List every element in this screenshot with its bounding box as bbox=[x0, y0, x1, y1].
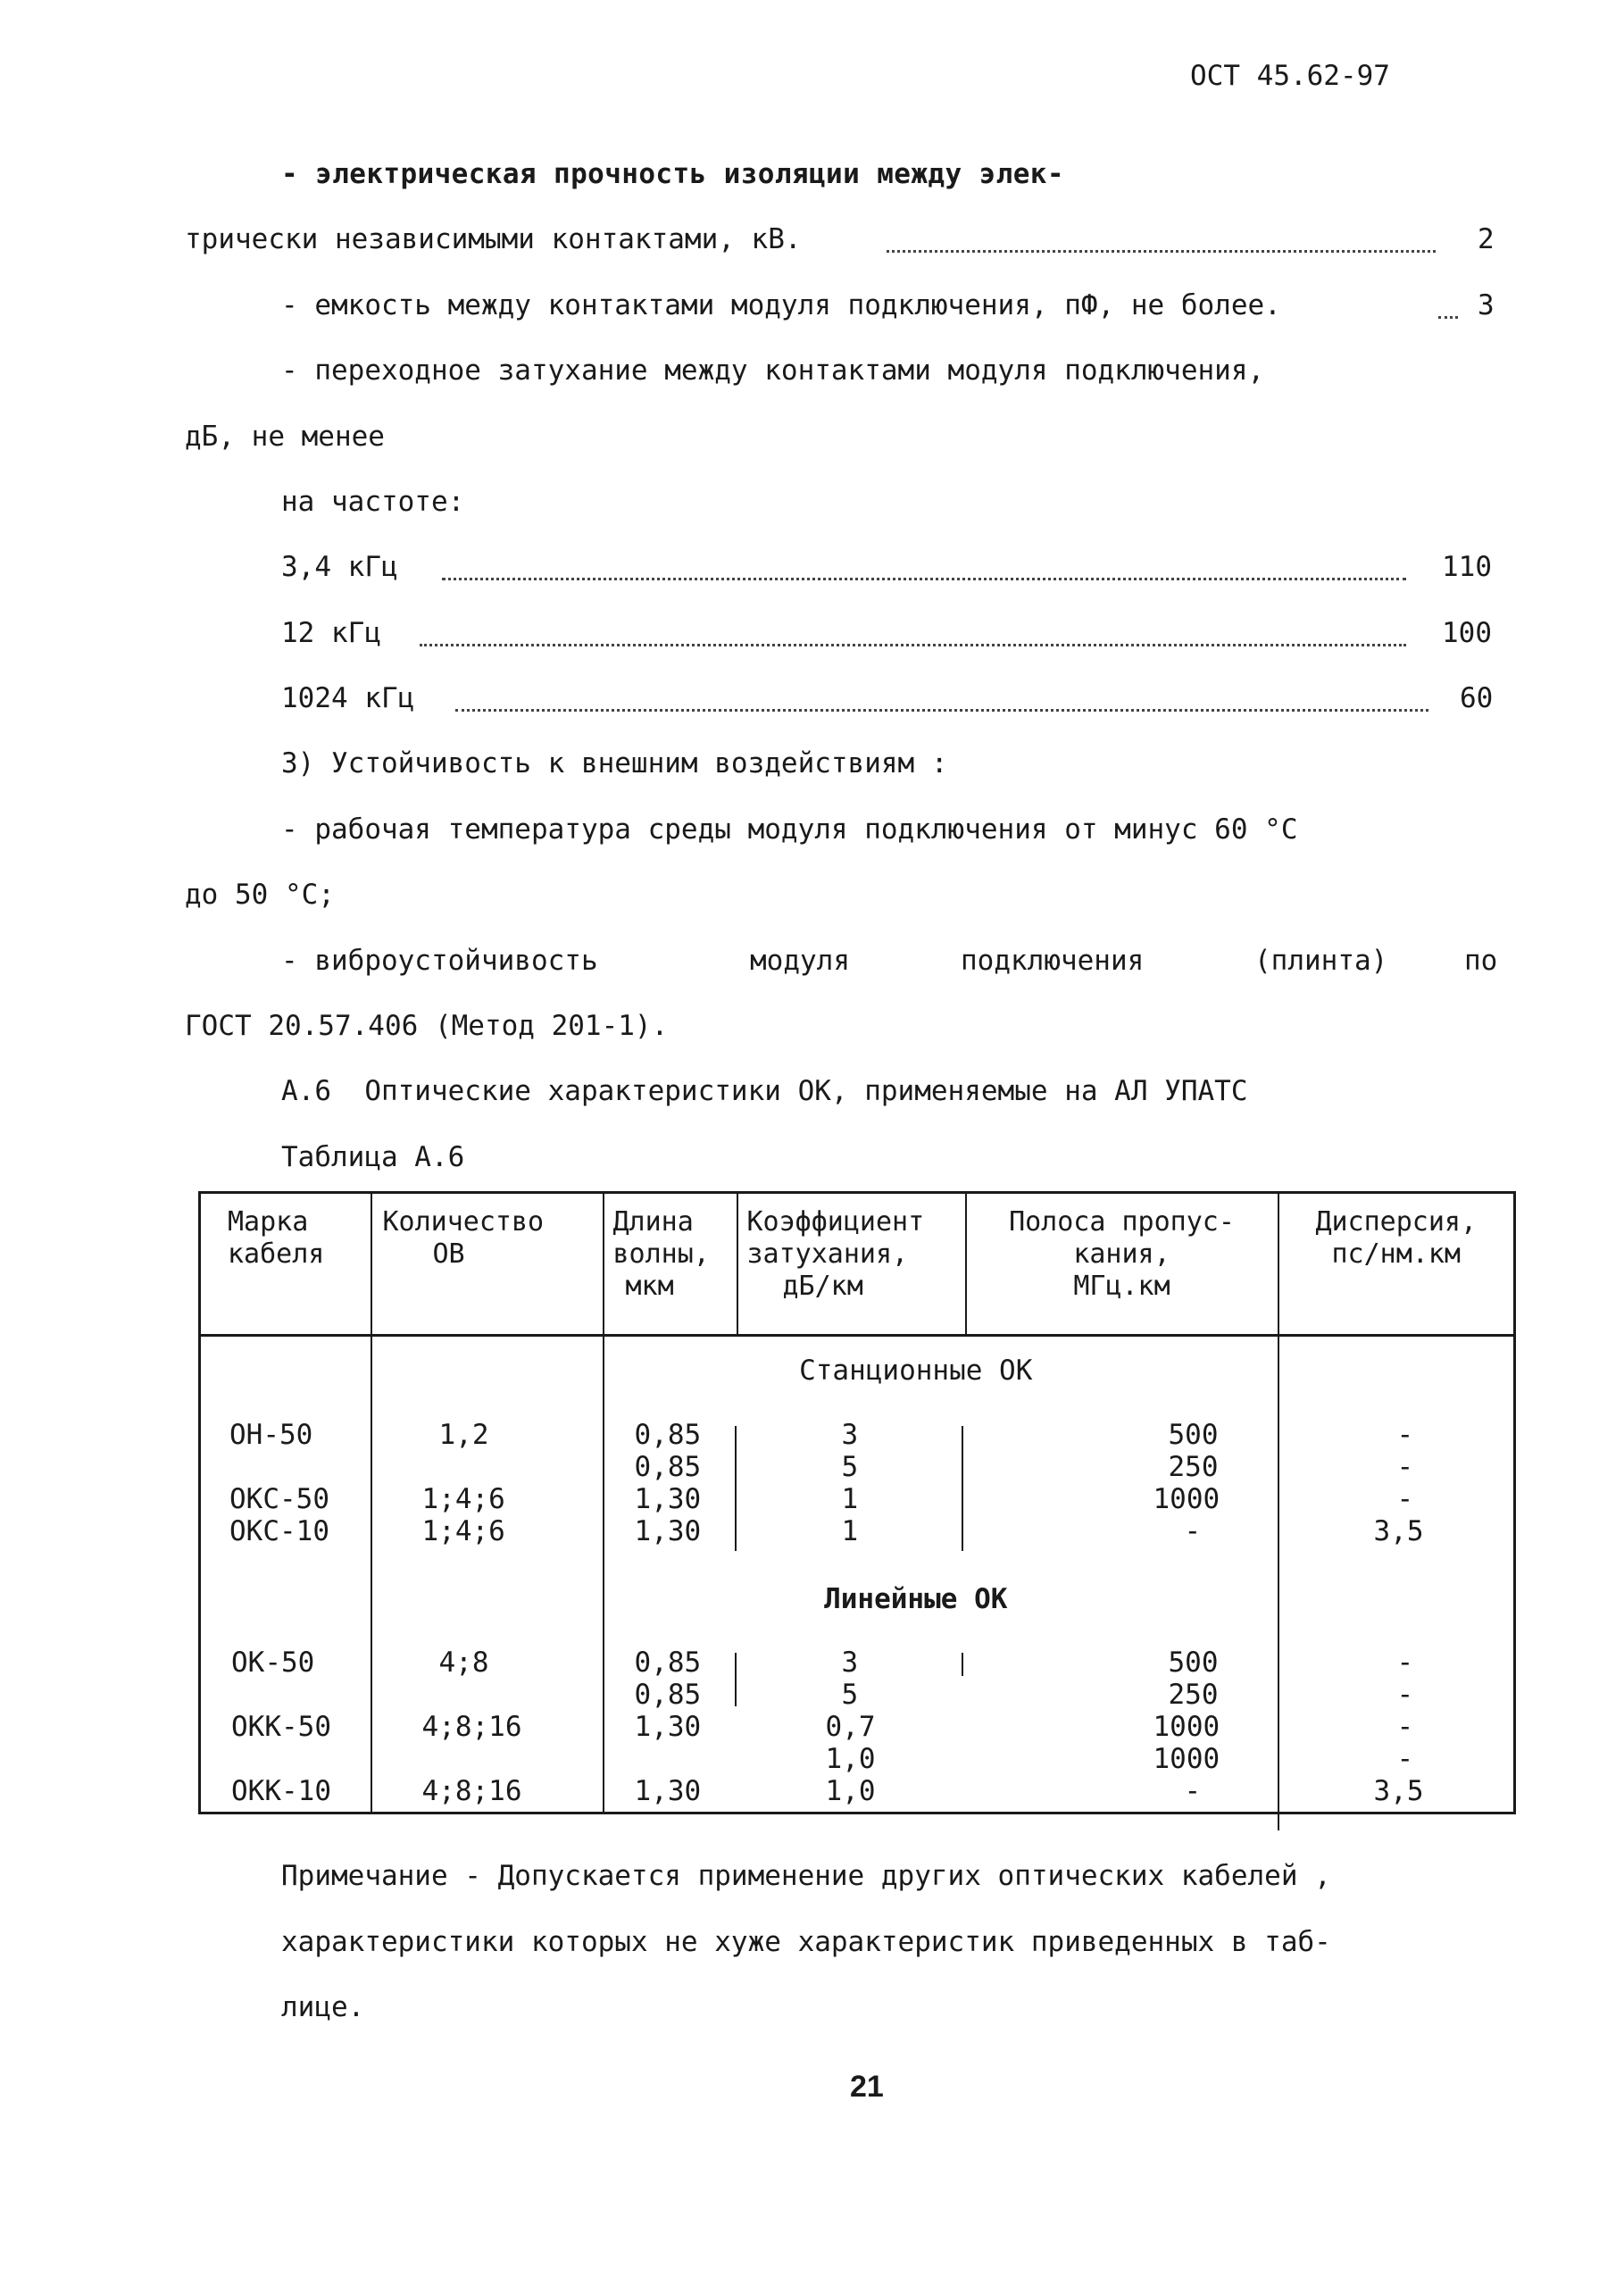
table-cell: 0,7 bbox=[825, 1711, 876, 1743]
table-cell: 3 bbox=[841, 1647, 859, 1679]
dot-leader bbox=[887, 250, 1436, 253]
paragraph-line: - переходное затухание между контактами модуля подключения, bbox=[281, 354, 1265, 387]
table-cell: 250 bbox=[1168, 1451, 1219, 1483]
table-cell: 1 bbox=[841, 1515, 859, 1547]
table-cell: 1,0 bbox=[825, 1775, 876, 1807]
column-divider bbox=[735, 1653, 737, 1706]
column-header: Длина волны, мкм bbox=[604, 1193, 737, 1336]
table-cell: ОК-50 bbox=[231, 1647, 315, 1679]
dot-leader bbox=[455, 709, 1428, 712]
table-cell: - bbox=[1396, 1483, 1414, 1515]
table-cell: 0,85 bbox=[634, 1419, 702, 1451]
table-cell: 4;8;16 bbox=[421, 1711, 522, 1743]
table-cell: 1,30 bbox=[634, 1483, 702, 1515]
note-line: лице. bbox=[281, 1991, 365, 2023]
note-line: Примечание - Допускается применение других оптических кабелей , bbox=[281, 1860, 1331, 1892]
table-cell: - bbox=[1396, 1711, 1414, 1743]
table-cell: 4;8;16 bbox=[421, 1775, 522, 1807]
column-header: Количество ОВ bbox=[371, 1193, 604, 1336]
table-header-row bbox=[200, 1193, 1515, 1336]
table-cell: ОКС-10 bbox=[229, 1515, 329, 1547]
value: 3 bbox=[1478, 289, 1495, 321]
table-cell: ОКК-50 bbox=[231, 1711, 331, 1743]
column-divider bbox=[1278, 1337, 1279, 1830]
justified-word: - виброустойчивость bbox=[281, 945, 598, 977]
value: 2 bbox=[1478, 223, 1495, 255]
paragraph-line: на частоте: bbox=[281, 486, 465, 518]
table-cell: - bbox=[1184, 1515, 1202, 1547]
table-cell: - bbox=[1396, 1679, 1414, 1711]
frequency-label: 3,4 кГц bbox=[281, 551, 398, 583]
dot-leader bbox=[1438, 316, 1458, 319]
table-cell: 1,30 bbox=[634, 1711, 702, 1743]
justified-word: подключения bbox=[961, 945, 1145, 977]
page-number: 21 bbox=[850, 2070, 884, 2104]
column-fiber-count bbox=[371, 1336, 604, 1813]
table-cell: - bbox=[1396, 1743, 1414, 1775]
subsection-heading: 3) Устойчивость к внешним воздействиям : bbox=[281, 747, 948, 780]
table-cell: 1,0 bbox=[825, 1743, 876, 1775]
table-cell: 1;4;6 bbox=[421, 1483, 505, 1515]
table-cell: 1000 bbox=[1153, 1711, 1220, 1743]
group-title: Станционные ОК bbox=[799, 1355, 1033, 1387]
column-divider bbox=[962, 1426, 963, 1551]
justified-word: модуля bbox=[750, 945, 850, 977]
table-cell: ОН-50 bbox=[229, 1419, 313, 1451]
paragraph-line: - емкость между контактами модуля подключения, пФ, не более. bbox=[281, 289, 1281, 321]
table-cell: - bbox=[1396, 1419, 1414, 1451]
table-body-row bbox=[200, 1336, 1515, 1813]
table-cell: 1,2 bbox=[438, 1419, 489, 1451]
column-header: Коэффициент затухания, дБ/км bbox=[737, 1193, 966, 1336]
column-header: Полоса пропус- кания, МГц.км bbox=[966, 1193, 1278, 1336]
paragraph-line: дБ, не менее bbox=[185, 421, 385, 453]
paragraph-line: до 50 °С; bbox=[185, 879, 335, 911]
table-cell: 4;8 bbox=[438, 1647, 489, 1679]
paragraph-line: - рабочая температура среды модуля подключения от минус 60 °С bbox=[281, 813, 1298, 846]
table-cell: 3,5 bbox=[1373, 1515, 1424, 1547]
frequency-value: 100 bbox=[1442, 617, 1492, 649]
table-cell: 1000 bbox=[1153, 1483, 1220, 1515]
group-title: Линейные ОК bbox=[824, 1583, 1008, 1615]
table-cell: 0,85 bbox=[634, 1451, 702, 1483]
table-cell: 5 bbox=[841, 1451, 859, 1483]
table-cell: 500 bbox=[1168, 1647, 1219, 1679]
paragraph-line: - электрическая прочность изоляции между элек- bbox=[281, 158, 1064, 190]
table-cell: 1 bbox=[841, 1483, 859, 1515]
column-header: Дисперсия, пс/нм.км bbox=[1278, 1193, 1515, 1336]
column-divider bbox=[735, 1426, 737, 1551]
table-cell: 3 bbox=[841, 1419, 859, 1451]
table-cell: 1;4;6 bbox=[421, 1515, 505, 1547]
table-cell: - bbox=[1396, 1451, 1414, 1483]
table-cell: 1,30 bbox=[634, 1515, 702, 1547]
table-cell: 250 bbox=[1168, 1679, 1219, 1711]
table-cell: 0,85 bbox=[634, 1647, 702, 1679]
dot-leader bbox=[420, 644, 1406, 646]
note-line: характеристики которых не хуже характеристик приведенных в таб- bbox=[281, 1926, 1331, 1958]
dot-leader bbox=[442, 578, 1406, 580]
column-brand bbox=[200, 1336, 371, 1813]
frequency-label: 1024 кГц bbox=[281, 682, 415, 714]
table-cell: 5 bbox=[841, 1679, 859, 1711]
table-cell: 3,5 bbox=[1373, 1775, 1424, 1807]
paragraph-line: трически независимыми контактами, кВ. bbox=[185, 223, 802, 255]
table-cell: 500 bbox=[1168, 1419, 1219, 1451]
table-cell: 1000 bbox=[1153, 1743, 1220, 1775]
table-caption: Таблица А.6 bbox=[281, 1141, 465, 1173]
table-cell: - bbox=[1396, 1647, 1414, 1679]
column-divider bbox=[962, 1653, 963, 1676]
justified-word: по bbox=[1464, 945, 1498, 977]
justified-word: (плинта) bbox=[1254, 945, 1388, 977]
table-span-area bbox=[604, 1336, 1515, 1813]
table-cell: ОКК-10 bbox=[231, 1775, 331, 1807]
table-cell: 0,85 bbox=[634, 1679, 702, 1711]
optical-characteristics-table bbox=[198, 1191, 1516, 1814]
table-cell: - bbox=[1184, 1775, 1202, 1807]
frequency-value: 60 bbox=[1460, 682, 1494, 714]
paragraph-line: ГОСТ 20.57.406 (Метод 201-1). bbox=[185, 1010, 669, 1042]
table-cell: 1,30 bbox=[634, 1775, 702, 1807]
column-header: Марка кабеля bbox=[200, 1193, 371, 1336]
section-title: А.6 Оптические характеристики ОК, применяемые на АЛ УПАТС bbox=[281, 1075, 1248, 1107]
document-code: ОСТ 45.62-97 bbox=[1190, 60, 1390, 92]
frequency-label: 12 кГц bbox=[281, 617, 381, 649]
frequency-value: 110 bbox=[1442, 551, 1492, 583]
table-cell: ОКС-50 bbox=[229, 1483, 329, 1515]
